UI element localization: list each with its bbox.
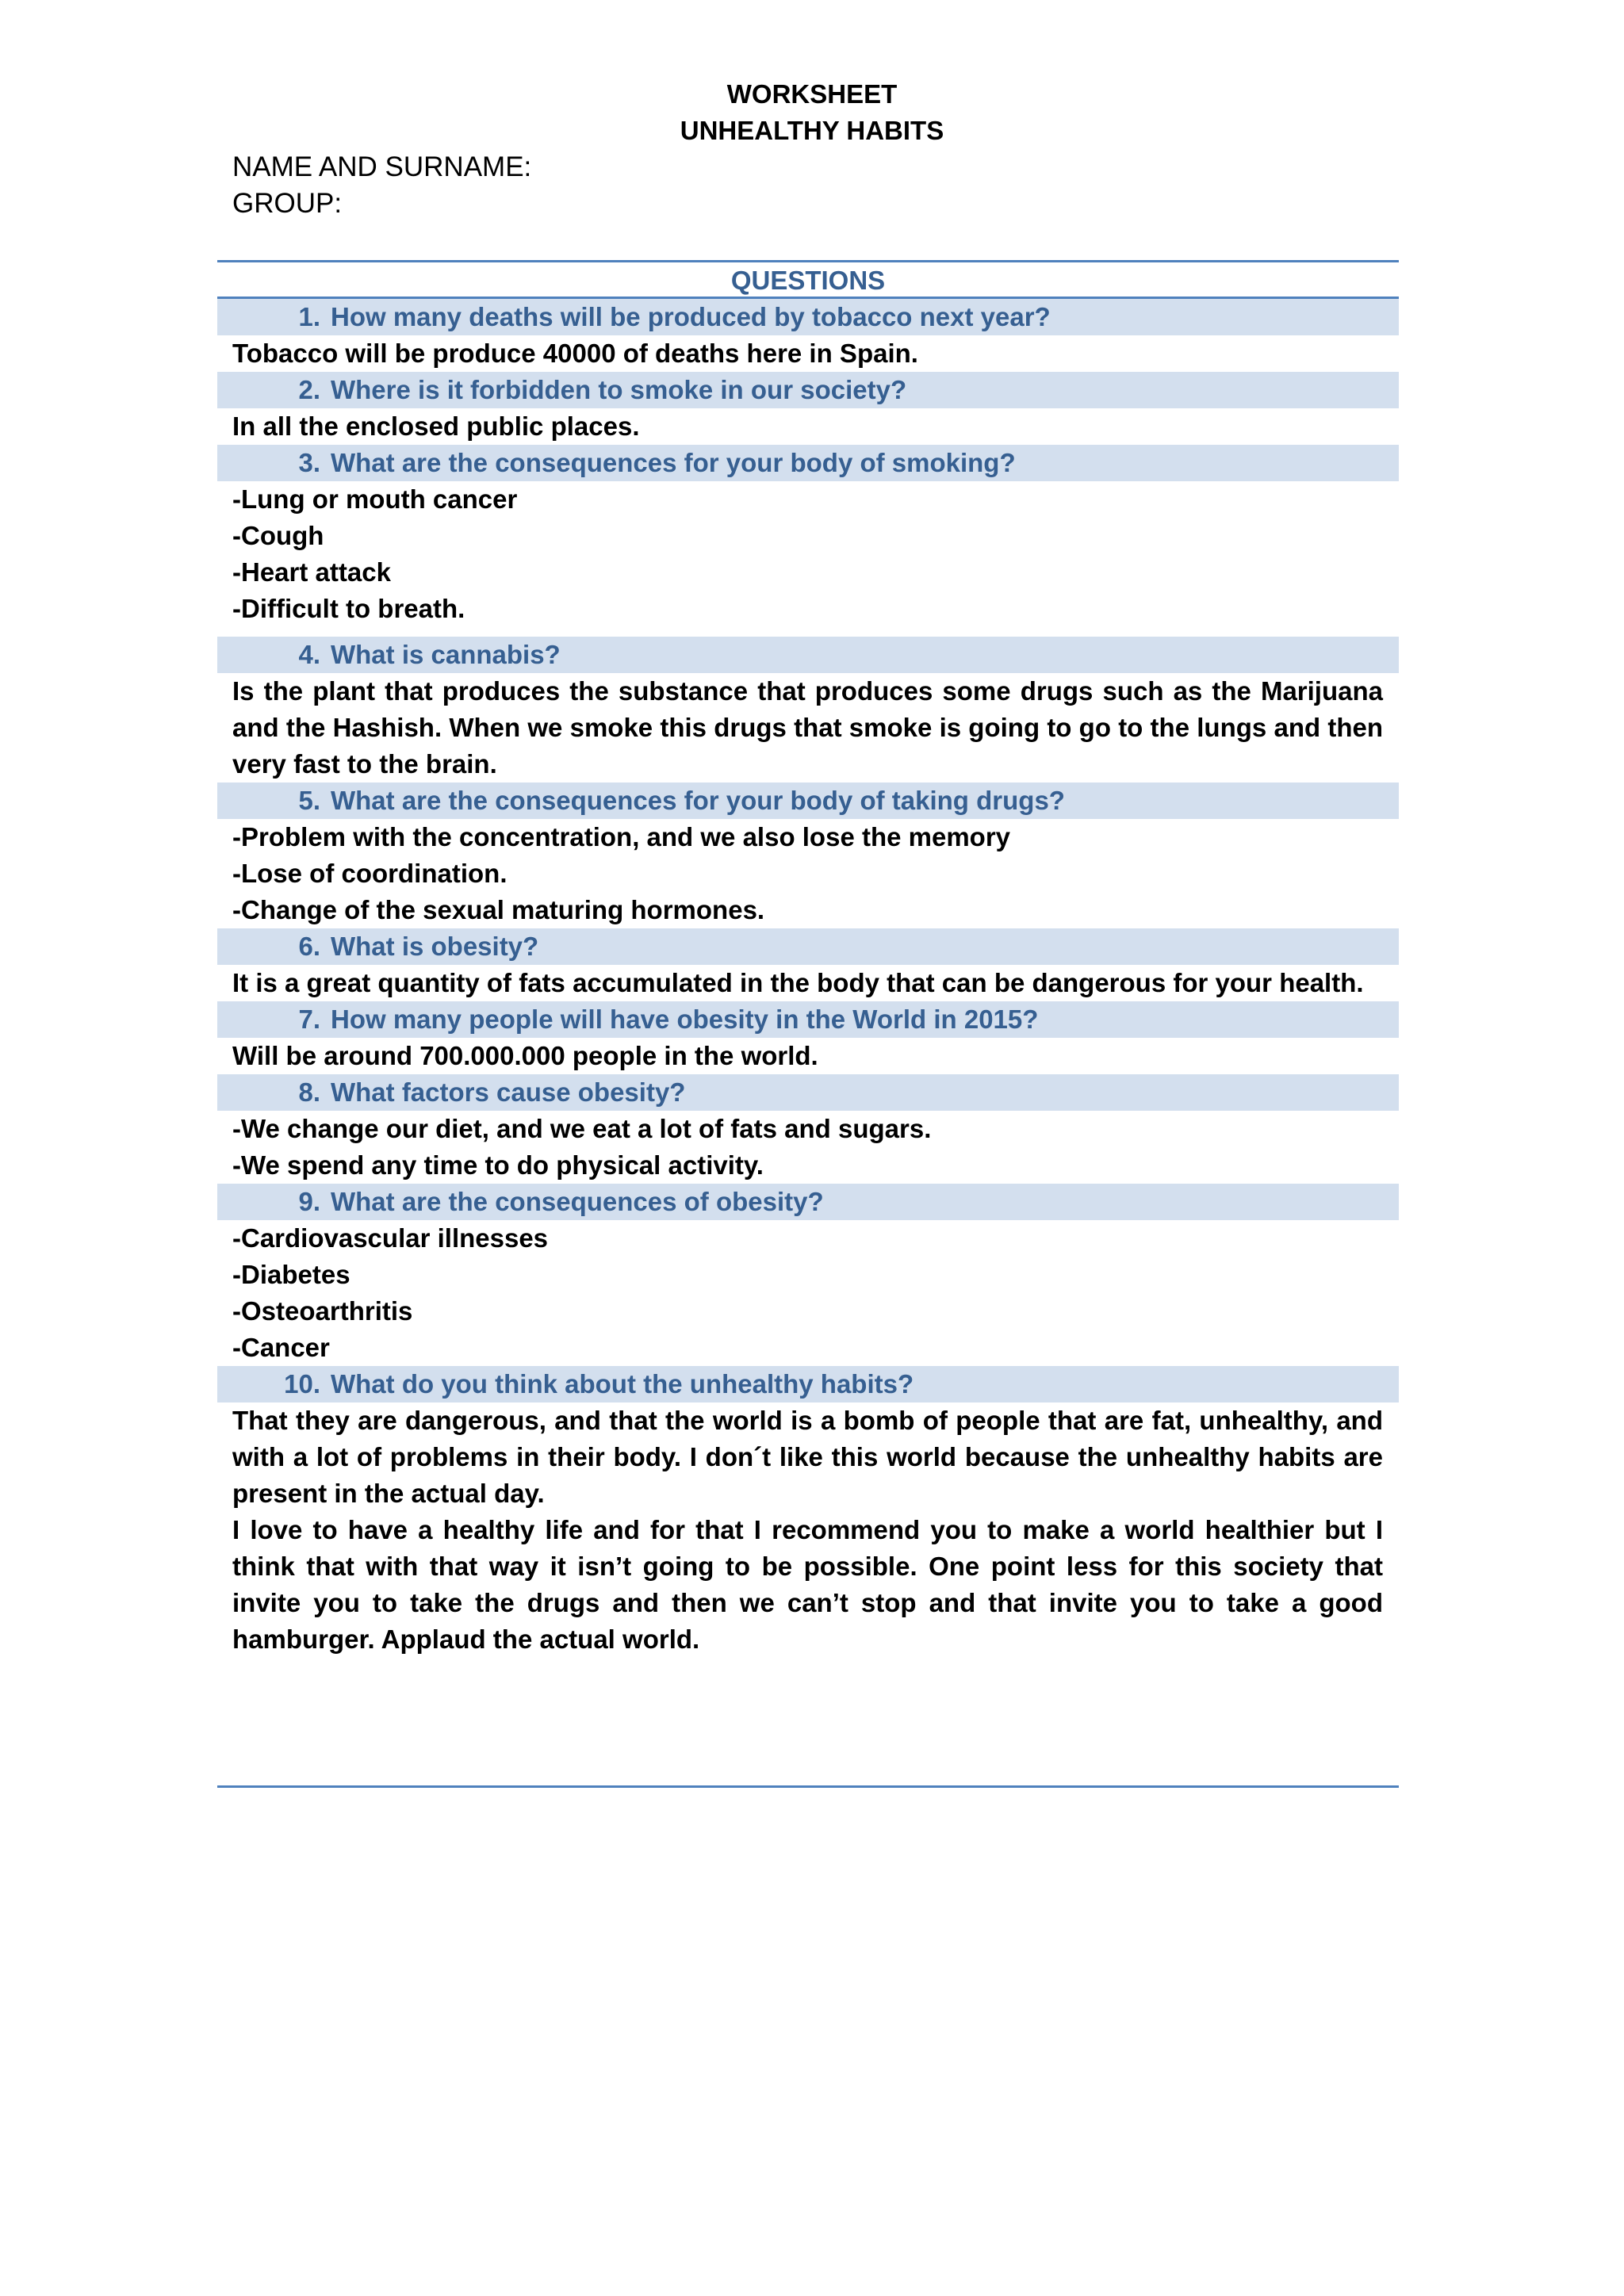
answer-block (217, 819, 1399, 928)
answer-block (217, 1111, 1399, 1184)
answer-line: -Difficult to breath. (232, 594, 465, 623)
question-number: 5. (298, 786, 320, 815)
question-text: Where is it forbidden to smoke in our society? (331, 375, 907, 404)
question-number: 3. (298, 448, 320, 477)
name-surname-label: NAME AND SURNAME: (232, 151, 532, 182)
answer-block (217, 965, 1399, 1001)
question-text: What do you think about the unhealthy habits? (331, 1369, 914, 1399)
answer-line: -Lose of coordination. (232, 859, 508, 888)
question-row (217, 445, 1399, 481)
answer-paragraph: Is the plant that produces the substance that produces some drugs such as the Marijuana and the Hashish. When we smoke this drugs that smoke is going to go to the lungs and then very fast to the brain. (232, 676, 1383, 779)
answer-line: It is a great quantity of fats accumulated in the body that can be dangerous for your health. (232, 968, 1364, 997)
answer-block (217, 481, 1399, 627)
question-text: What are the consequences of obesity? (331, 1187, 824, 1216)
table-bottom-rule (217, 1785, 1399, 1788)
question-number: 10. (284, 1369, 320, 1399)
worksheet-title: WORKSHEET (726, 79, 898, 109)
question-text: What is obesity? (331, 932, 539, 961)
answer-line: -Cancer (232, 1333, 330, 1362)
question-number: 8. (298, 1077, 320, 1107)
question-row (217, 1366, 1399, 1402)
questions-table (217, 262, 1399, 1658)
answer-line: Tobacco will be produce 40000 of deaths here in Spain. (232, 339, 918, 368)
question-text: What are the consequences for your body of taking drugs? (331, 786, 1065, 815)
worksheet-subtitle: UNHEALTHY HABITS (680, 116, 944, 145)
answer-block (217, 335, 1399, 372)
answer-block (217, 673, 1399, 783)
question-text: What is cannabis? (331, 640, 561, 669)
question-number: 4. (298, 640, 320, 669)
question-text: What are the consequences for your body of smoking? (331, 448, 1016, 477)
question-number: 2. (298, 375, 320, 404)
question-number: 7. (298, 1004, 320, 1034)
answer-block (217, 1402, 1399, 1658)
question-number: 9. (298, 1187, 320, 1216)
answer-line: -We spend any time to do physical activity. (232, 1150, 764, 1180)
question-row (217, 1184, 1399, 1220)
answer-line: -Lung or mouth cancer (232, 484, 518, 514)
answer-line: -We change our diet, and we eat a lot of fats and sugars. (232, 1114, 932, 1143)
answer-paragraph: That they are dangerous, and that the world is a bomb of people that are fat, unhealthy, and with a lot of problems in their body. I don´t like this world because the unhealthy habits are present in the actual day. (232, 1406, 1383, 1508)
answer-line: Will be around 700.000.000 people in the world. (232, 1041, 818, 1070)
answer-line: -Cardiovascular illnesses (232, 1223, 549, 1253)
answer-line: -Change of the sexual maturing hormones. (232, 895, 765, 924)
question-row (217, 372, 1399, 408)
answer-line: -Cough (232, 521, 324, 550)
question-text: How many people will have obesity in the World in 2015? (331, 1004, 1039, 1034)
question-text: How many deaths will be produced by tobacco next year? (331, 302, 1051, 331)
question-text: What factors cause obesity? (331, 1077, 686, 1107)
answer-block (217, 1220, 1399, 1366)
questions-heading: QUESTIONS (217, 262, 1399, 299)
question-row (217, 928, 1399, 965)
answer-line: -Osteoarthritis (232, 1296, 413, 1326)
question-number: 6. (298, 932, 320, 961)
answer-block (217, 408, 1399, 445)
question-row (217, 637, 1399, 673)
answer-line: -Diabetes (232, 1260, 350, 1289)
question-row (217, 1001, 1399, 1038)
answer-line: In all the enclosed public places. (232, 411, 640, 441)
question-row (217, 1074, 1399, 1111)
answer-line: -Heart attack (232, 557, 391, 587)
question-number: 1. (298, 302, 320, 331)
question-row (217, 783, 1399, 819)
answer-line: -Problem with the concentration, and we also lose the memory (232, 822, 1011, 851)
question-row (217, 299, 1399, 335)
group-label: GROUP: (232, 188, 343, 219)
spacer (217, 627, 1399, 637)
answer-block (217, 1038, 1399, 1074)
answer-paragraph: I love to have a healthy life and for that I recommend you to make a world healthier but I think that with that way it isn’t going to be possible. One point less for this society that invite you to take the drugs and then we can’t stop and that invite you to take a good hamburger. Applaud the actual world. (232, 1515, 1383, 1654)
